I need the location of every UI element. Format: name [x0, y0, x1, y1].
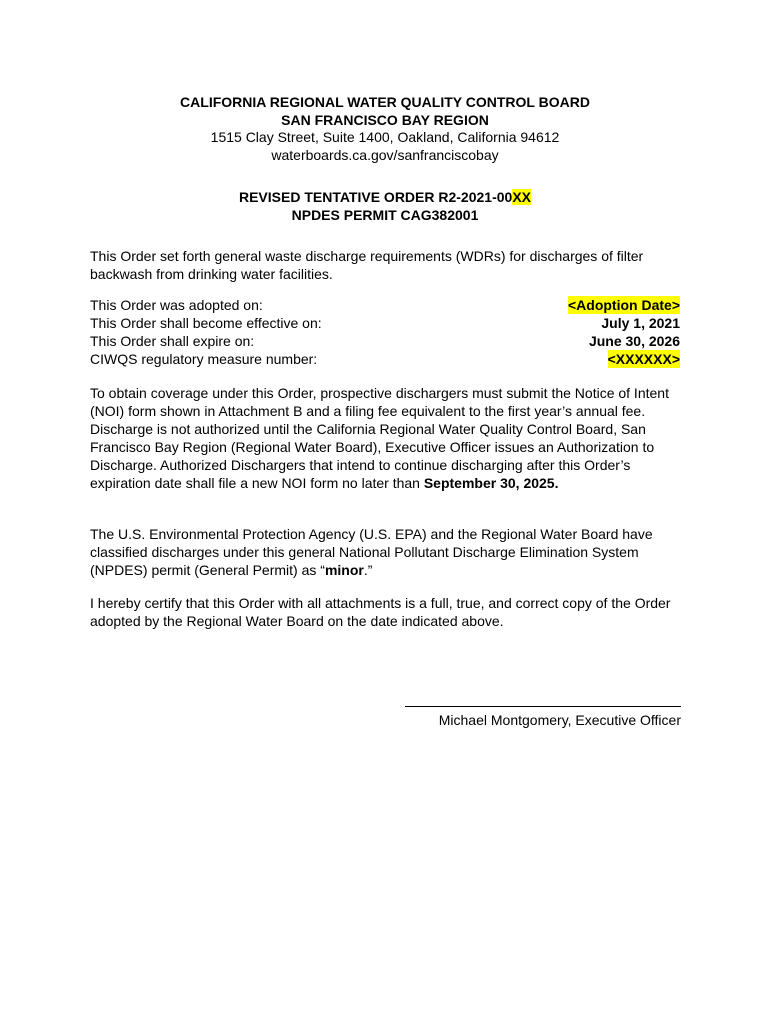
- classification-paragraph: [90, 525, 690, 579]
- date-label: This Order was adopted on:: [90, 297, 263, 313]
- coverage-paragraph: [90, 384, 690, 492]
- date-value: <XXXXXX>: [607, 351, 680, 367]
- order-title: [0, 189, 770, 207]
- letterhead: [0, 94, 770, 164]
- dates-table: [90, 296, 690, 368]
- board-name: CALIFORNIA REGIONAL WATER QUALITY CONTROL BOARD: [180, 94, 590, 110]
- certification-paragraph: I hereby certify that this Order with all attachments is a full, true, and correct copy of the Order adopted by the Regional Water Board on the date indicated above.: [90, 595, 671, 629]
- board-website: waterboards.ca.gov/sanfranciscobay: [271, 146, 499, 163]
- date-row-expire: [90, 332, 690, 350]
- board-address: 1515 Clay Street, Suite 1400, Oakland, California 94612: [210, 129, 560, 145]
- date-label: This Order shall expire on:: [90, 333, 255, 349]
- classification-tail: .”: [363, 562, 373, 578]
- order-title-prefix: REVISED TENTATIVE ORDER R2-2021-00: [238, 189, 513, 205]
- region-name: SAN FRANCISCO BAY REGION: [281, 111, 489, 128]
- date-row-ciwqs: [90, 350, 690, 368]
- classification-emphasis: minor: [324, 562, 364, 578]
- date-row-adopted: [90, 296, 690, 314]
- date-value: <Adoption Date>: [567, 297, 680, 313]
- signature-line: [405, 706, 681, 707]
- order-title-block: [0, 189, 770, 224]
- coverage-text: To obtain coverage under this Order, prospective dischargers must submit the Notice of Intent (NOI) form shown in Attachment B and a filing fee equivalent to the first year’s annual fee. Discharge is not authorized until the California Regional Water Quality Control Board, San Francisco Bay Region (Regional Water Board), Executive Officer issues an Authorization to Discharge. Authorized Dischargers that intend to continue discharging after this Order’s expiration date shall file a new NOI form no later than: [90, 385, 669, 491]
- classification-text: The U.S. Environmental Protection Agency (U.S. EPA) and the Regional Water Board have classified discharges under this general National Pollutant Discharge Elimination System (NPDES) permit (General Permit) as “: [90, 526, 653, 578]
- date-label: CIWQS regulatory measure number:: [90, 351, 318, 367]
- date-row-effective: [90, 314, 690, 332]
- coverage-deadline: September 30, 2025.: [423, 475, 559, 491]
- date-value: June 30, 2026: [588, 333, 680, 349]
- date-label: This Order shall become effective on:: [90, 315, 322, 331]
- intro-paragraph: This Order set forth general waste discharge requirements (WDRs) for discharges of filter backwash from drinking water facilities.: [90, 248, 644, 282]
- order-title-placeholder: XX: [512, 189, 531, 205]
- permit-number: NPDES PERMIT CAG382001: [291, 206, 479, 223]
- date-value: July 1, 2021: [601, 315, 680, 331]
- signatory-name: Michael Montgomery, Executive Officer: [438, 712, 681, 728]
